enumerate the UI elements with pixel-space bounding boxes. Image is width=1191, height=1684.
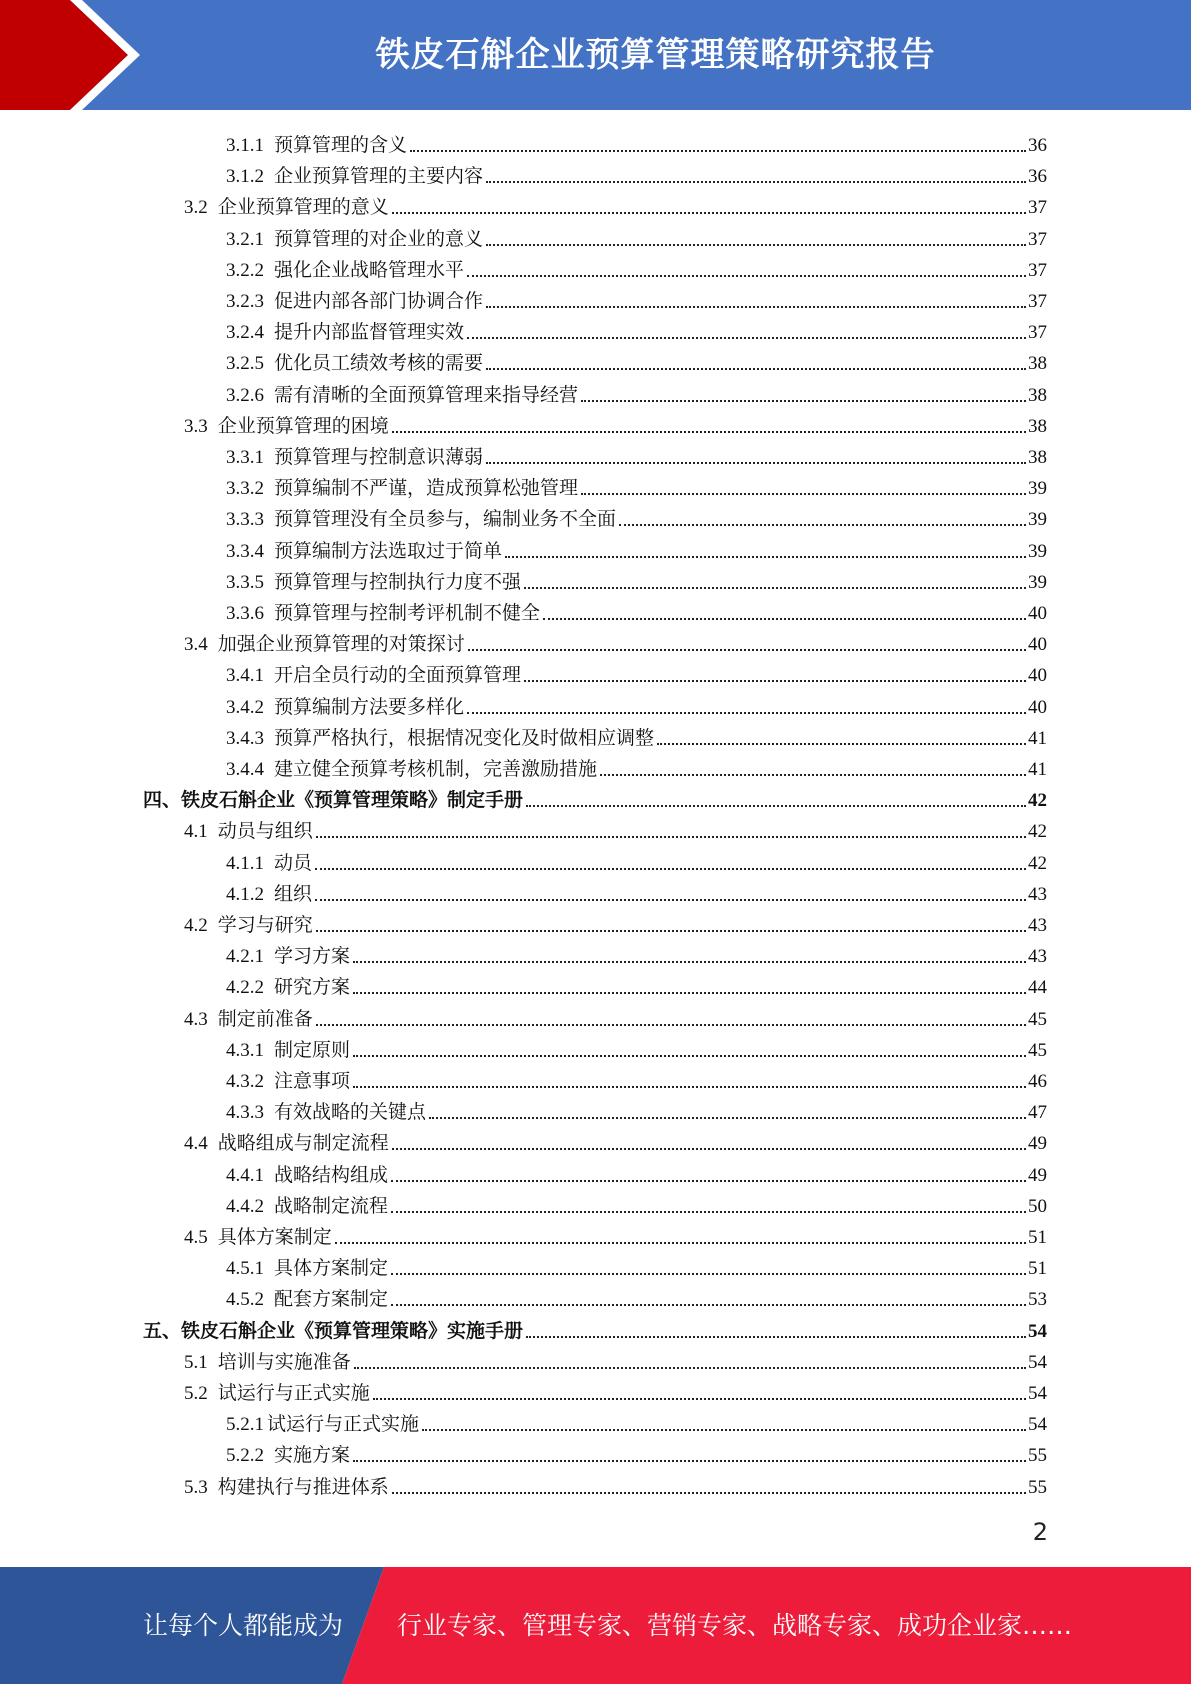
toc-entry-page: 53 xyxy=(1028,1289,1047,1311)
toc-dot-leader xyxy=(486,462,1026,464)
toc-dot-leader xyxy=(543,618,1026,620)
toc-entry[interactable] xyxy=(226,345,1047,376)
toc-entry-title: 优化员工绩效考核的需要 xyxy=(274,353,484,375)
toc-entry[interactable] xyxy=(226,221,1047,252)
toc-entry-page: 55 xyxy=(1028,1476,1047,1498)
toc-entry-number: 4.4 xyxy=(184,1133,208,1155)
toc-entry-title: 培训与实施准备 xyxy=(217,1351,351,1373)
toc-entry-number: 4.3 xyxy=(184,1008,208,1030)
toc-entry[interactable] xyxy=(226,377,1047,408)
toc-entry[interactable] xyxy=(184,1125,1047,1156)
toc-dot-leader xyxy=(353,992,1026,994)
toc-entry[interactable] xyxy=(226,1281,1047,1312)
toc-entry-page: 42 xyxy=(1028,852,1047,874)
toc-entry[interactable] xyxy=(184,813,1047,844)
toc-entry[interactable] xyxy=(226,595,1047,626)
toc-entry-title: 预算管理没有全员参与，编制业务不全面 xyxy=(274,509,617,531)
footer-slogan-left: 让每个人都能成为 xyxy=(143,1611,344,1640)
toc-entry-number: 3.3.4 xyxy=(226,540,264,562)
toc-entry-title: 研究方案 xyxy=(274,977,351,999)
toc-dot-leader xyxy=(581,400,1026,402)
toc-entry-page: 37 xyxy=(1028,197,1047,219)
toc-entry-title: 制定前准备 xyxy=(217,1008,313,1030)
toc-entry-page: 40 xyxy=(1028,665,1047,687)
toc-entry-title: 试运行与正式实施 xyxy=(267,1414,420,1436)
toc-entry-page: 36 xyxy=(1028,135,1047,156)
toc-dot-leader xyxy=(467,712,1026,714)
toc-entry[interactable] xyxy=(226,938,1047,969)
toc-entry-page: 54 xyxy=(1028,1320,1047,1342)
toc-entry-title: 加强企业预算管理的对策探讨 xyxy=(217,634,465,656)
toc-entry-title: 需有清晰的全面预算管理来指导经营 xyxy=(274,384,579,406)
toc-entry-title: 企业预算管理的主要内容 xyxy=(274,166,484,188)
toc-entry[interactable] xyxy=(226,657,1047,688)
toc-entry-number: 3.3 xyxy=(184,415,208,437)
toc-entry-page: 54 xyxy=(1028,1414,1047,1436)
toc-entry-title: 强化企业战略管理水平 xyxy=(274,259,465,281)
toc-dot-leader xyxy=(315,899,1026,901)
toc-entry-page: 40 xyxy=(1028,603,1047,624)
toc-entry-number: 4.4.2 xyxy=(226,1195,264,1217)
toc-entry[interactable] xyxy=(226,439,1047,470)
toc-entry-title: 动员 xyxy=(274,852,313,874)
toc-dot-leader xyxy=(505,556,1026,558)
toc-entry-title: 战略结构组成 xyxy=(274,1164,389,1186)
toc-entry-title: 企业预算管理的意义 xyxy=(217,197,389,219)
toc-entry-number: 5.1 xyxy=(184,1351,208,1373)
toc-entry-title: 制定原则 xyxy=(274,1039,351,1061)
toc-entry-page: 47 xyxy=(1028,1102,1047,1124)
toc-entry-page: 42 xyxy=(1028,821,1047,843)
toc-entry-title: 建立健全预算考核机制，完善激励措施 xyxy=(274,759,598,780)
toc-dot-leader xyxy=(392,431,1026,433)
toc-entry-page: 37 xyxy=(1028,228,1047,250)
toc-entry-title: 实施方案 xyxy=(274,1445,351,1467)
toc-entry-page: 41 xyxy=(1028,759,1047,780)
toc-dot-leader xyxy=(486,306,1026,308)
toc-entry[interactable] xyxy=(184,626,1047,657)
toc-entry-title: 试运行与正式实施 xyxy=(217,1383,370,1404)
toc-entry[interactable] xyxy=(226,470,1047,501)
toc-entry[interactable] xyxy=(143,782,1047,813)
toc-dot-leader xyxy=(524,587,1026,589)
toc-entry-number: 4.5.1 xyxy=(226,1258,264,1280)
toc-entry-number: 3.3.2 xyxy=(226,478,264,500)
toc-dot-leader xyxy=(657,743,1026,745)
toc-entry-page: 51 xyxy=(1028,1227,1047,1248)
toc-entry-page: 40 xyxy=(1028,696,1047,718)
toc-dot-leader xyxy=(353,1460,1026,1462)
toc-entry[interactable] xyxy=(226,1406,1047,1437)
toc-entry-number: 3.2.6 xyxy=(226,384,264,406)
toc-entry-page: 45 xyxy=(1028,1008,1047,1030)
toc-dot-leader xyxy=(600,774,1026,776)
toc-entry-number: 5.3 xyxy=(184,1476,208,1498)
toc-entry-page: 54 xyxy=(1028,1383,1047,1404)
toc-entry-number: 5.2.1 xyxy=(226,1414,264,1436)
toc-entry[interactable] xyxy=(184,189,1047,220)
toc-entry-number: 4.2 xyxy=(184,915,208,936)
toc-entry-number: 3.2.1 xyxy=(226,228,264,250)
toc-entry-title: 预算管理的含义 xyxy=(274,135,408,156)
toc-entry[interactable] xyxy=(226,751,1047,782)
toc-entry[interactable] xyxy=(226,127,1047,158)
toc-entry[interactable] xyxy=(184,907,1047,938)
toc-entry-number: 3.4.2 xyxy=(226,696,264,718)
toc-entry-number: 3.2.3 xyxy=(226,291,264,312)
toc-entry[interactable] xyxy=(226,969,1047,1000)
toc-entry[interactable] xyxy=(226,314,1047,345)
toc-dot-leader xyxy=(526,1336,1026,1338)
toc-dot-leader xyxy=(581,493,1026,495)
toc-entry-title: 五、铁皮石斛企业《预算管理策略》实施手册 xyxy=(143,1320,524,1342)
toc-entry[interactable] xyxy=(226,1437,1047,1468)
toc-entry-title: 促进内部各部门协调合作 xyxy=(274,291,484,312)
toc-entry[interactable] xyxy=(184,1469,1047,1500)
toc-entry[interactable] xyxy=(143,1313,1047,1344)
toc-entry-number: 3.4 xyxy=(184,634,208,656)
toc-entry-page: 46 xyxy=(1028,1071,1047,1092)
toc-entry[interactable] xyxy=(226,564,1047,595)
toc-dot-leader xyxy=(316,1024,1026,1026)
toc-entry-page: 43 xyxy=(1028,915,1047,936)
toc-entry-page: 49 xyxy=(1028,1133,1047,1155)
page-number: 2 xyxy=(1032,1518,1048,1546)
toc-entry[interactable] xyxy=(226,252,1047,283)
toc-entry-page: 42 xyxy=(1028,790,1047,812)
toc-entry[interactable] xyxy=(184,1344,1047,1375)
toc-entry-number: 3.3.6 xyxy=(226,603,264,624)
toc-entry-title: 预算编制不严谨，造成预算松弛管理 xyxy=(274,478,579,500)
toc-entry-page: 44 xyxy=(1028,977,1047,999)
toc-dot-leader xyxy=(353,961,1026,963)
toc-entry-page: 39 xyxy=(1028,540,1047,562)
toc-entry-title: 提升内部监督管理实效 xyxy=(274,322,465,344)
toc-entry[interactable] xyxy=(226,533,1047,564)
toc-dot-leader xyxy=(391,1211,1026,1213)
toc-entry-title: 学习方案 xyxy=(274,946,351,968)
toc-dot-leader xyxy=(353,1055,1026,1057)
toc-entry[interactable] xyxy=(226,283,1047,314)
toc-entry-number: 3.3.3 xyxy=(226,509,264,531)
toc-entry[interactable] xyxy=(184,1001,1047,1032)
toc-entry[interactable] xyxy=(184,1375,1047,1406)
toc-entry-title: 配套方案制定 xyxy=(274,1289,389,1311)
toc-entry-title: 预算管理的对企业的意义 xyxy=(274,228,484,250)
toc-entry-title: 预算编制方法要多样化 xyxy=(274,696,465,718)
toc-entry-title: 构建执行与推进体系 xyxy=(217,1476,389,1498)
toc-entry-number: 3.2 xyxy=(184,197,208,219)
toc-entry-number: 4.1 xyxy=(184,821,208,843)
toc-entry[interactable] xyxy=(226,1063,1047,1094)
toc-dot-leader xyxy=(391,1273,1026,1275)
toc-entry[interactable] xyxy=(184,408,1047,439)
toc-dot-leader xyxy=(391,1304,1026,1306)
toc-entry-page: 39 xyxy=(1028,478,1047,500)
toc-entry-title: 企业预算管理的困境 xyxy=(217,415,389,437)
toc-entry[interactable] xyxy=(226,158,1047,189)
toc-entry-number: 4.5.2 xyxy=(226,1289,264,1311)
toc-entry-title: 战略组成与制定流程 xyxy=(217,1133,389,1155)
page-footer xyxy=(0,1567,1191,1684)
toc-entry-title: 动员与组织 xyxy=(217,821,313,843)
toc-entry[interactable] xyxy=(226,1032,1047,1063)
toc-entry-title: 具体方案制定 xyxy=(217,1227,332,1248)
toc-entry-page: 38 xyxy=(1028,353,1047,375)
toc-dot-leader xyxy=(392,1148,1026,1150)
toc-entry-page: 43 xyxy=(1028,946,1047,968)
toc-entry[interactable] xyxy=(226,845,1047,876)
toc-entry[interactable] xyxy=(226,501,1047,532)
toc-entry-number: 3.2.4 xyxy=(226,322,264,344)
toc-entry-number: 4.5 xyxy=(184,1227,208,1248)
toc-entry[interactable] xyxy=(184,1219,1047,1250)
toc-entry-number: 4.1.1 xyxy=(226,852,264,874)
toc-dot-leader xyxy=(316,930,1026,932)
toc-entry-number: 5.2 xyxy=(184,1383,208,1404)
toc-entry-number: 4.3.3 xyxy=(226,1102,264,1124)
toc-dot-leader xyxy=(354,1367,1026,1369)
toc-dot-leader xyxy=(316,836,1026,838)
toc-entry[interactable] xyxy=(226,689,1047,720)
header-arrow-icon xyxy=(0,0,160,110)
toc-entry-page: 41 xyxy=(1028,727,1047,749)
toc-entry-number: 3.1.2 xyxy=(226,166,264,188)
footer-slogan-right: 行业专家、管理专家、营销专家、战略专家、成功企业家…… xyxy=(397,1611,1073,1640)
toc-dot-leader xyxy=(486,244,1026,246)
toc-entry-title: 有效战略的关键点 xyxy=(274,1102,427,1124)
toc-entry-number: 3.4.4 xyxy=(226,759,264,780)
toc-entry-number: 4.4.1 xyxy=(226,1164,264,1186)
toc-entry-title: 战略制定流程 xyxy=(274,1195,389,1217)
toc-entry-number: 4.2.2 xyxy=(226,977,264,999)
toc-dot-leader xyxy=(467,275,1026,277)
toc-entry-title: 预算管理与控制意识薄弱 xyxy=(274,447,484,468)
toc-entry-title: 具体方案制定 xyxy=(274,1258,389,1280)
toc-entry-page: 49 xyxy=(1028,1164,1047,1186)
toc-entry[interactable] xyxy=(226,1250,1047,1281)
toc-dot-leader xyxy=(486,368,1026,370)
toc-entry-title: 预算管理与控制考评机制不健全 xyxy=(274,603,541,624)
toc-dot-leader xyxy=(468,649,1026,651)
toc-dot-leader xyxy=(422,1429,1026,1431)
toc-dot-leader xyxy=(524,680,1026,682)
toc-dot-leader xyxy=(335,1242,1026,1244)
toc-entry-page: 40 xyxy=(1028,634,1047,656)
toc-entry-page: 45 xyxy=(1028,1039,1047,1061)
toc-entry-number: 3.1.1 xyxy=(226,135,264,156)
toc-entry-page: 39 xyxy=(1028,509,1047,531)
toc-dot-leader xyxy=(353,1086,1026,1088)
toc-entry[interactable] xyxy=(226,1188,1047,1219)
toc-entry-number: 3.3.1 xyxy=(226,447,264,468)
toc-dot-leader xyxy=(619,524,1026,526)
toc-entry-page: 38 xyxy=(1028,415,1047,437)
toc-entry-number: 4.2.1 xyxy=(226,946,264,968)
toc-entry-page: 43 xyxy=(1028,883,1047,905)
toc-entry-page: 54 xyxy=(1028,1351,1047,1373)
toc-entry-page: 39 xyxy=(1028,571,1047,593)
toc-entry-page: 37 xyxy=(1028,322,1047,344)
toc-entry-title: 预算管理与控制执行力度不强 xyxy=(274,571,522,593)
toc-entry-page: 36 xyxy=(1028,166,1047,188)
toc-entry-page: 37 xyxy=(1028,259,1047,281)
toc-entry-title: 预算严格执行，根据情况变化及时做相应调整 xyxy=(274,727,655,749)
toc-entry-page: 51 xyxy=(1028,1258,1047,1280)
document-title: 铁皮石斛企业预算管理策略研究报告 xyxy=(375,35,936,75)
toc-entry-title: 组织 xyxy=(274,883,313,905)
toc-entry-page: 38 xyxy=(1028,447,1047,468)
toc-dot-leader xyxy=(391,1180,1026,1182)
toc-entry-number: 5.2.2 xyxy=(226,1445,264,1467)
page-header xyxy=(0,0,1191,110)
toc-entry-page: 38 xyxy=(1028,384,1047,406)
toc-entry-number: 3.2.5 xyxy=(226,353,264,375)
toc-entry[interactable] xyxy=(226,876,1047,907)
toc-dot-leader xyxy=(392,212,1026,214)
toc-entry-number: 3.3.5 xyxy=(226,571,264,593)
toc-entry-title: 四、铁皮石斛企业《预算管理策略》制定手册 xyxy=(143,790,524,812)
toc-dot-leader xyxy=(373,1398,1026,1400)
toc-entry-title: 注意事项 xyxy=(274,1071,351,1092)
toc-entry-title: 预算编制方法选取过于简单 xyxy=(274,540,503,562)
toc-dot-leader xyxy=(467,337,1026,339)
toc-entry-number: 3.4.1 xyxy=(226,665,264,687)
toc-dot-leader xyxy=(410,150,1026,152)
toc-dot-leader xyxy=(526,805,1026,807)
toc-dot-leader xyxy=(392,1492,1026,1494)
toc-dot-leader xyxy=(429,1117,1026,1119)
toc-dot-leader xyxy=(486,181,1026,183)
toc-entry[interactable] xyxy=(226,1157,1047,1188)
toc-entry-number: 4.3.2 xyxy=(226,1071,264,1092)
toc-entry-number: 4.1.2 xyxy=(226,883,264,905)
toc-entry-number: 3.4.3 xyxy=(226,727,264,749)
toc-entry[interactable] xyxy=(226,1094,1047,1125)
toc-entry-number: 3.2.2 xyxy=(226,259,264,281)
toc-entry[interactable] xyxy=(226,720,1047,751)
toc-entry-page: 55 xyxy=(1028,1445,1047,1467)
toc-entry-title: 开启全员行动的全面预算管理 xyxy=(274,665,522,687)
toc-entry-title: 学习与研究 xyxy=(217,915,313,936)
toc-dot-leader xyxy=(315,868,1026,870)
toc-entry-page: 37 xyxy=(1028,291,1047,312)
toc-entry-page: 50 xyxy=(1028,1195,1047,1217)
toc-entry-number: 4.3.1 xyxy=(226,1039,264,1061)
